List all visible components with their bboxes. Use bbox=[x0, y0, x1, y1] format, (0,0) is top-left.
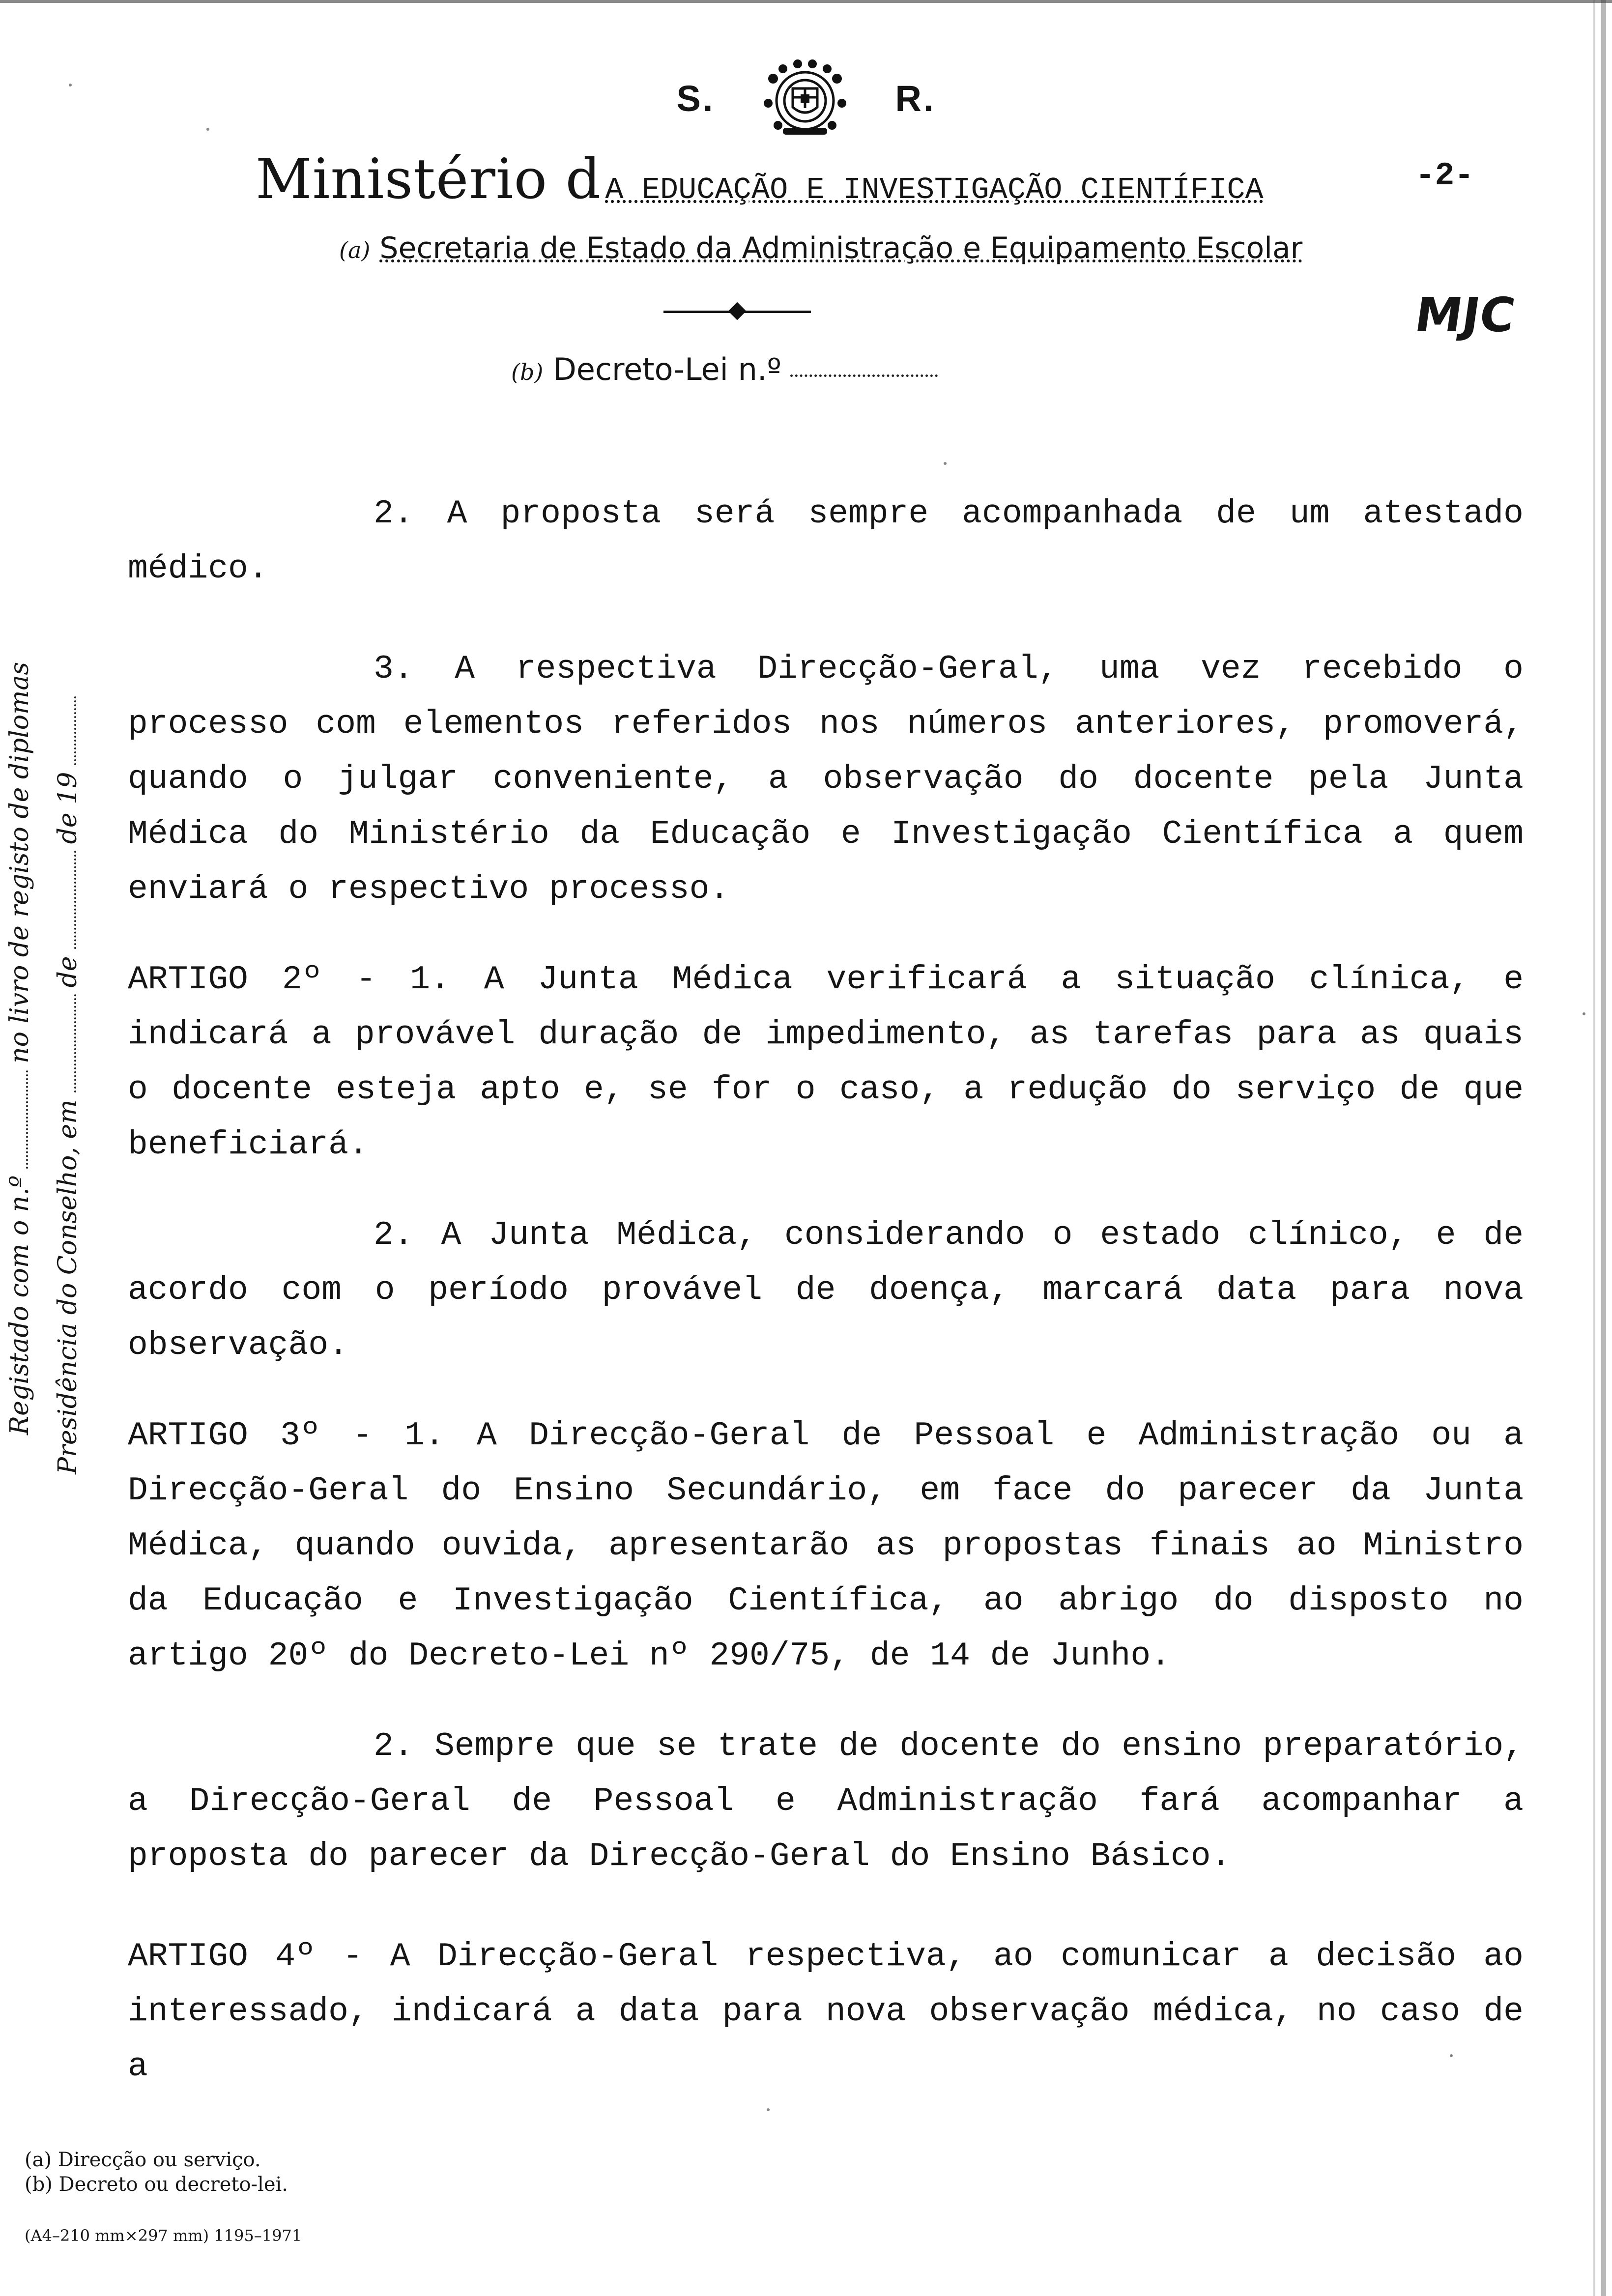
margin-blank bbox=[74, 994, 76, 1092]
margin-de-text: de bbox=[53, 956, 83, 988]
scan-speck bbox=[1450, 2054, 1453, 2057]
secretaria-line bbox=[339, 231, 1302, 265]
footnote-ref-a: (a) bbox=[339, 237, 371, 263]
scan-speck bbox=[944, 462, 947, 465]
coat-of-arms-icon bbox=[753, 59, 857, 138]
decreto-number-blank bbox=[790, 374, 938, 377]
scan-edge-right bbox=[1601, 0, 1606, 2296]
margin-blank bbox=[74, 851, 76, 949]
footnotes bbox=[25, 2148, 288, 2197]
ministry-name: A EDUCAÇÃO E INVESTIGAÇÃO CIENTÍFICA bbox=[605, 172, 1264, 207]
article-paragraph: ARTIGO 4º - A Direcção-Geral respectiva, ao comunicar a decisão ao interessado, indicará a data para nova observação médica, no caso de a bbox=[128, 1938, 1524, 2086]
article-paragraph: ARTIGO 2º - 1. A Junta Médica verificará a situação clínica, e indicará a provável duração de impedimento, as tarefas para as quais o docente esteja apto e, se for o caso, a redução do serviço de que beneficiará. bbox=[128, 961, 1524, 1164]
paper-format-note: (A4–210 mm×297 mm) 1195–1971 bbox=[25, 2226, 302, 2245]
scan-edge-right-inner bbox=[1593, 0, 1595, 2296]
decreto-text: Decreto-Lei n.º bbox=[553, 351, 781, 387]
margin-registo-line bbox=[5, 662, 34, 1435]
sr-right-letter: R. bbox=[895, 78, 936, 119]
article-paragraph: ARTIGO 3º - 1. A Direcção-Geral de Pessoal e Administração ou a Direcção-Geral do Ensino Secundário, em face do parecer da Junta Médica, quando ouvida, apresentarão as propostas finais ao Ministro da Educação e Investigação Científica, ao abrigo do disposto no artigo 20º do Decreto-Lei nº 290/75, de 14 de Junho. bbox=[128, 1417, 1524, 1675]
divider-diamond-icon bbox=[728, 302, 747, 320]
republic-header bbox=[0, 59, 1612, 138]
paragraph: 3. A respectiva Direcção-Geral, uma vez recebido o processo com elementos referidos nos números anteriores, promoverá, quando o julgar conveniente, a observação do docente pela Junta Médica do Ministério da Educação e Investigação Científica a quem enviará o respectivo processo. bbox=[128, 650, 1524, 908]
scan-edge-top bbox=[0, 0, 1612, 3]
paragraph: 2. Sempre que se trate de docente do ensino preparatório, a Direcção-Geral de Pessoal e Administração fará acompanhar a proposta do parecer da Direcção-Geral do Ensino Básico. bbox=[128, 1727, 1524, 1875]
document-body bbox=[128, 487, 1524, 2095]
margin-blank bbox=[74, 696, 76, 765]
footnote-a: (a) Direcção ou serviço. bbox=[25, 2149, 261, 2171]
secretaria-text: Secretaria de Estado da Administração e Equipamento Escolar bbox=[379, 231, 1303, 265]
scan-speck bbox=[206, 128, 209, 131]
handwritten-initials: MJC bbox=[1411, 287, 1519, 343]
margin-year-text: de 19 bbox=[53, 772, 83, 844]
margin-livro-text: no livro de registo de diplomas bbox=[5, 661, 34, 1063]
margin-registo-text: Registado com o n.º bbox=[5, 1175, 34, 1435]
sr-left-letter: S. bbox=[676, 78, 715, 119]
scan-speck bbox=[69, 84, 72, 86]
margin-presidencia-line bbox=[53, 689, 83, 1474]
paragraph: 2. A proposta será sempre acompanhada de um atestado médico. bbox=[128, 495, 1524, 588]
margin-blank bbox=[26, 1070, 28, 1169]
footnote-b: (b) Decreto ou decreto-lei. bbox=[25, 2173, 288, 2196]
decreto-line bbox=[511, 351, 938, 387]
ministry-title bbox=[256, 147, 1533, 211]
footnote-ref-b: (b) bbox=[511, 359, 544, 385]
margin-presidencia-text: Presidência do Conselho, em bbox=[53, 1099, 83, 1474]
scan-speck bbox=[1583, 1012, 1585, 1015]
ministry-prefix: Ministério d bbox=[256, 147, 602, 211]
scan-speck bbox=[767, 2108, 770, 2111]
page-number: -2- bbox=[1415, 157, 1474, 194]
paragraph: 2. A Junta Médica, considerando o estado clínico, e de acordo com o período provável de doença, marcará data para nova observação. bbox=[128, 1216, 1524, 1364]
